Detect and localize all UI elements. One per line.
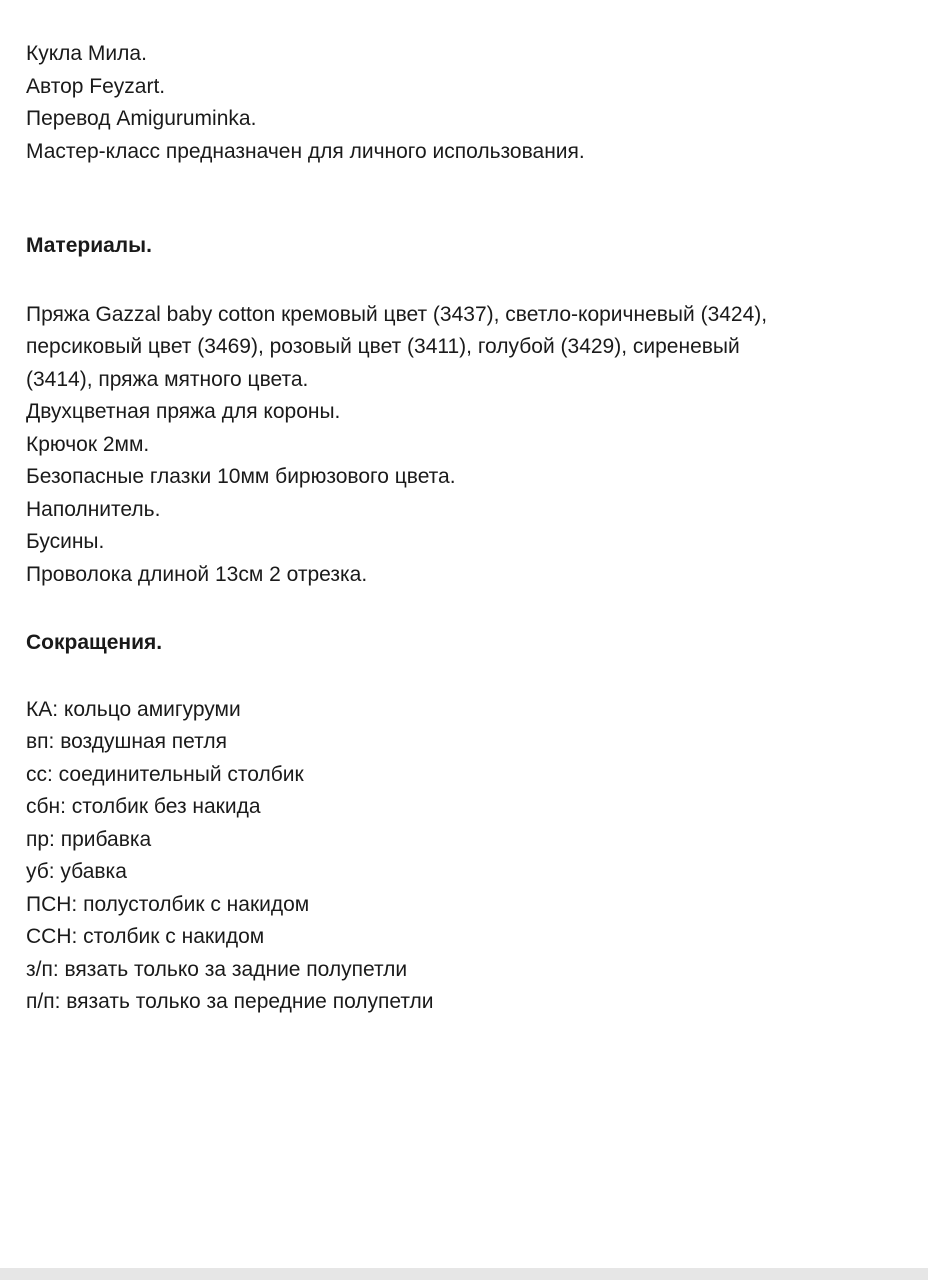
abbreviation-item: сбн: столбик без накида	[26, 795, 261, 818]
abbreviation-item: КА: кольцо амигуруми	[26, 697, 241, 721]
materials-line: Пряжа Gazzal baby cotton кремовый цвет (3437), светло-коричневый (3424),	[26, 302, 768, 326]
abbreviation-item: п/п: вязать только за передние полупетли	[26, 990, 434, 1013]
spacer	[26, 168, 906, 230]
abbreviation-item: пр: прибавка	[26, 827, 152, 851]
document-body	[26, 38, 906, 1019]
spacer	[26, 263, 906, 299]
abbreviation-item: сс: соединительный столбик	[26, 762, 304, 786]
materials-section	[26, 230, 906, 591]
author-line: Автор Feyzart.	[26, 74, 166, 98]
materials-line: Безопасные глазки 10мм бирюзового цвета.	[26, 465, 456, 488]
intro-block	[26, 38, 906, 168]
spacer	[26, 591, 906, 627]
materials-line: персиковый цвет (3469), розовый цвет (3411), голубой (3429), сиреневый	[26, 335, 740, 358]
materials-line: Проволока длиной 13см 2 отрезка.	[26, 562, 368, 586]
materials-line: Наполнитель.	[26, 497, 161, 521]
spacer	[26, 660, 906, 694]
materials-line: Двухцветная пряжа для короны.	[26, 400, 341, 423]
materials-line: (3414), пряжа мятного цвета.	[26, 367, 309, 391]
doll-title: Кукла Мила.	[26, 42, 147, 65]
abbreviation-item: уб: убавка	[26, 860, 127, 883]
usage-note: Мастер-класс предназначен для личного использования.	[26, 139, 585, 163]
materials-line: Бусины.	[26, 530, 105, 553]
abbreviations-section	[26, 627, 906, 1019]
abbreviation-item: ПСН: полустолбик с накидом	[26, 892, 310, 916]
abbreviations-heading: Сокращения.	[26, 631, 163, 654]
materials-line: Крючок 2мм.	[26, 432, 150, 456]
materials-heading: Материалы.	[26, 234, 152, 257]
translation-line: Перевод Amiguruminka.	[26, 107, 257, 130]
abbreviation-item: ССН: столбик с накидом	[26, 925, 265, 948]
bottom-edge-bar	[0, 1268, 928, 1280]
abbreviation-item: вп: воздушная петля	[26, 730, 227, 753]
abbreviation-item: з/п: вязать только за задние полупетли	[26, 957, 408, 981]
